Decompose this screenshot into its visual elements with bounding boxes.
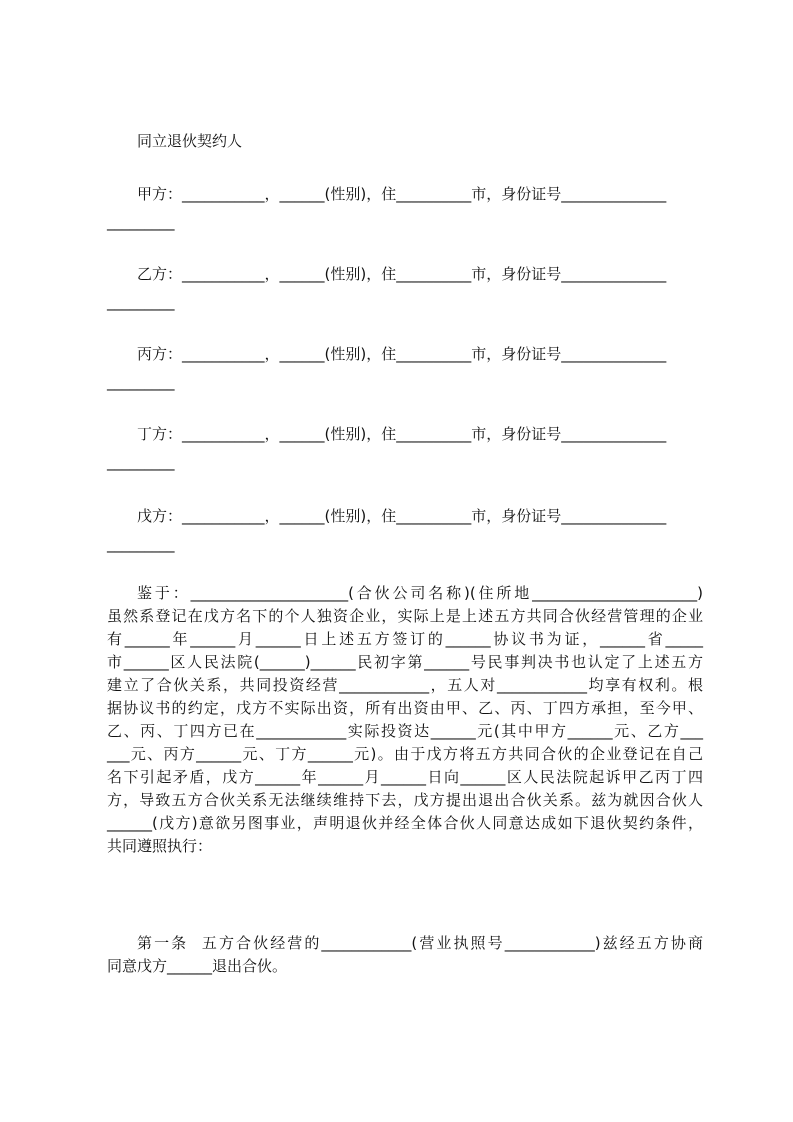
paragraph-line: 鉴于：_____________________(合伙公司名称)(住所地______________________): [137, 584, 703, 602]
paragraph-line: 名下引起矛盾，戊方______年______月______日向______区人民法院起诉甲乙丙丁四: [107, 768, 703, 786]
paragraph-line: 乙、丙、丁四方已在____________实际投资达______元(其中甲方______元、乙方___: [107, 722, 703, 740]
paragraph-line: 建立了合伙关系，共同投资经营____________，五人对____________均享有权利。根: [107, 676, 703, 694]
paragraph-line: 据协议书的约定，戊方不实际出资，所有出资由甲、乙、丙、丁四方承担，至今甲、: [107, 699, 703, 717]
paragraph-line: 共同遵照执行：: [107, 837, 213, 855]
party-d-line-cont: _________: [107, 453, 175, 471]
party-c-line-cont: _________: [107, 373, 175, 391]
party-c-line: 丙方：___________，______(性别)，住__________市，身份证号______________: [137, 345, 667, 363]
party-a-line: 甲方：___________，______(性别)，住__________市，身份证号______________: [137, 185, 667, 203]
paragraph-line: ______(戊方)意欲另图事业，声明退伙并经全体合伙人同意达成如下退伙契约条件，: [107, 814, 703, 832]
paragraph-line: 有______年______月______日上述五方签订的______协议书为证，______省_____: [107, 630, 703, 648]
article-1-paragraph: [107, 933, 703, 979]
party-b-line: 乙方：___________，______(性别)，住__________市，身份证号______________: [137, 265, 667, 283]
party-e-line-cont: _________: [107, 535, 175, 553]
whereas-paragraph: [107, 583, 703, 859]
paragraph-line: 方，导致五方合伙关系无法继续维持下去，戊方提出退出合伙关系。兹为就因合伙人: [107, 791, 703, 809]
paragraph-line: 市______区人民法院(______)______民初字第______号民事判决书也认定了上述五方: [107, 653, 703, 671]
party-d-line: 丁方：___________，______(性别)，住__________市，身份证号______________: [137, 425, 667, 443]
paragraph-line: 虽然系登记在戊方名下的个人独资企业，实际上是上述五方共同合伙经营管理的企业: [107, 607, 703, 625]
document-heading: 同立退伙契约人: [137, 132, 243, 150]
paragraph-line: ___元、丙方______元、丁方______元)。由于戊方将五方共同合伙的企业登记在自己: [107, 745, 703, 763]
paragraph-line: 第一条 五方合伙经营的____________(营业执照号____________)兹经五方协商: [137, 934, 703, 952]
party-e-line: 戊方：___________，______(性别)，住__________市，身份证号______________: [137, 507, 667, 525]
paragraph-line: 同意戊方______退出合伙。: [107, 957, 288, 975]
party-b-line-cont: _________: [107, 293, 175, 311]
party-a-line-cont: _________: [107, 213, 175, 231]
